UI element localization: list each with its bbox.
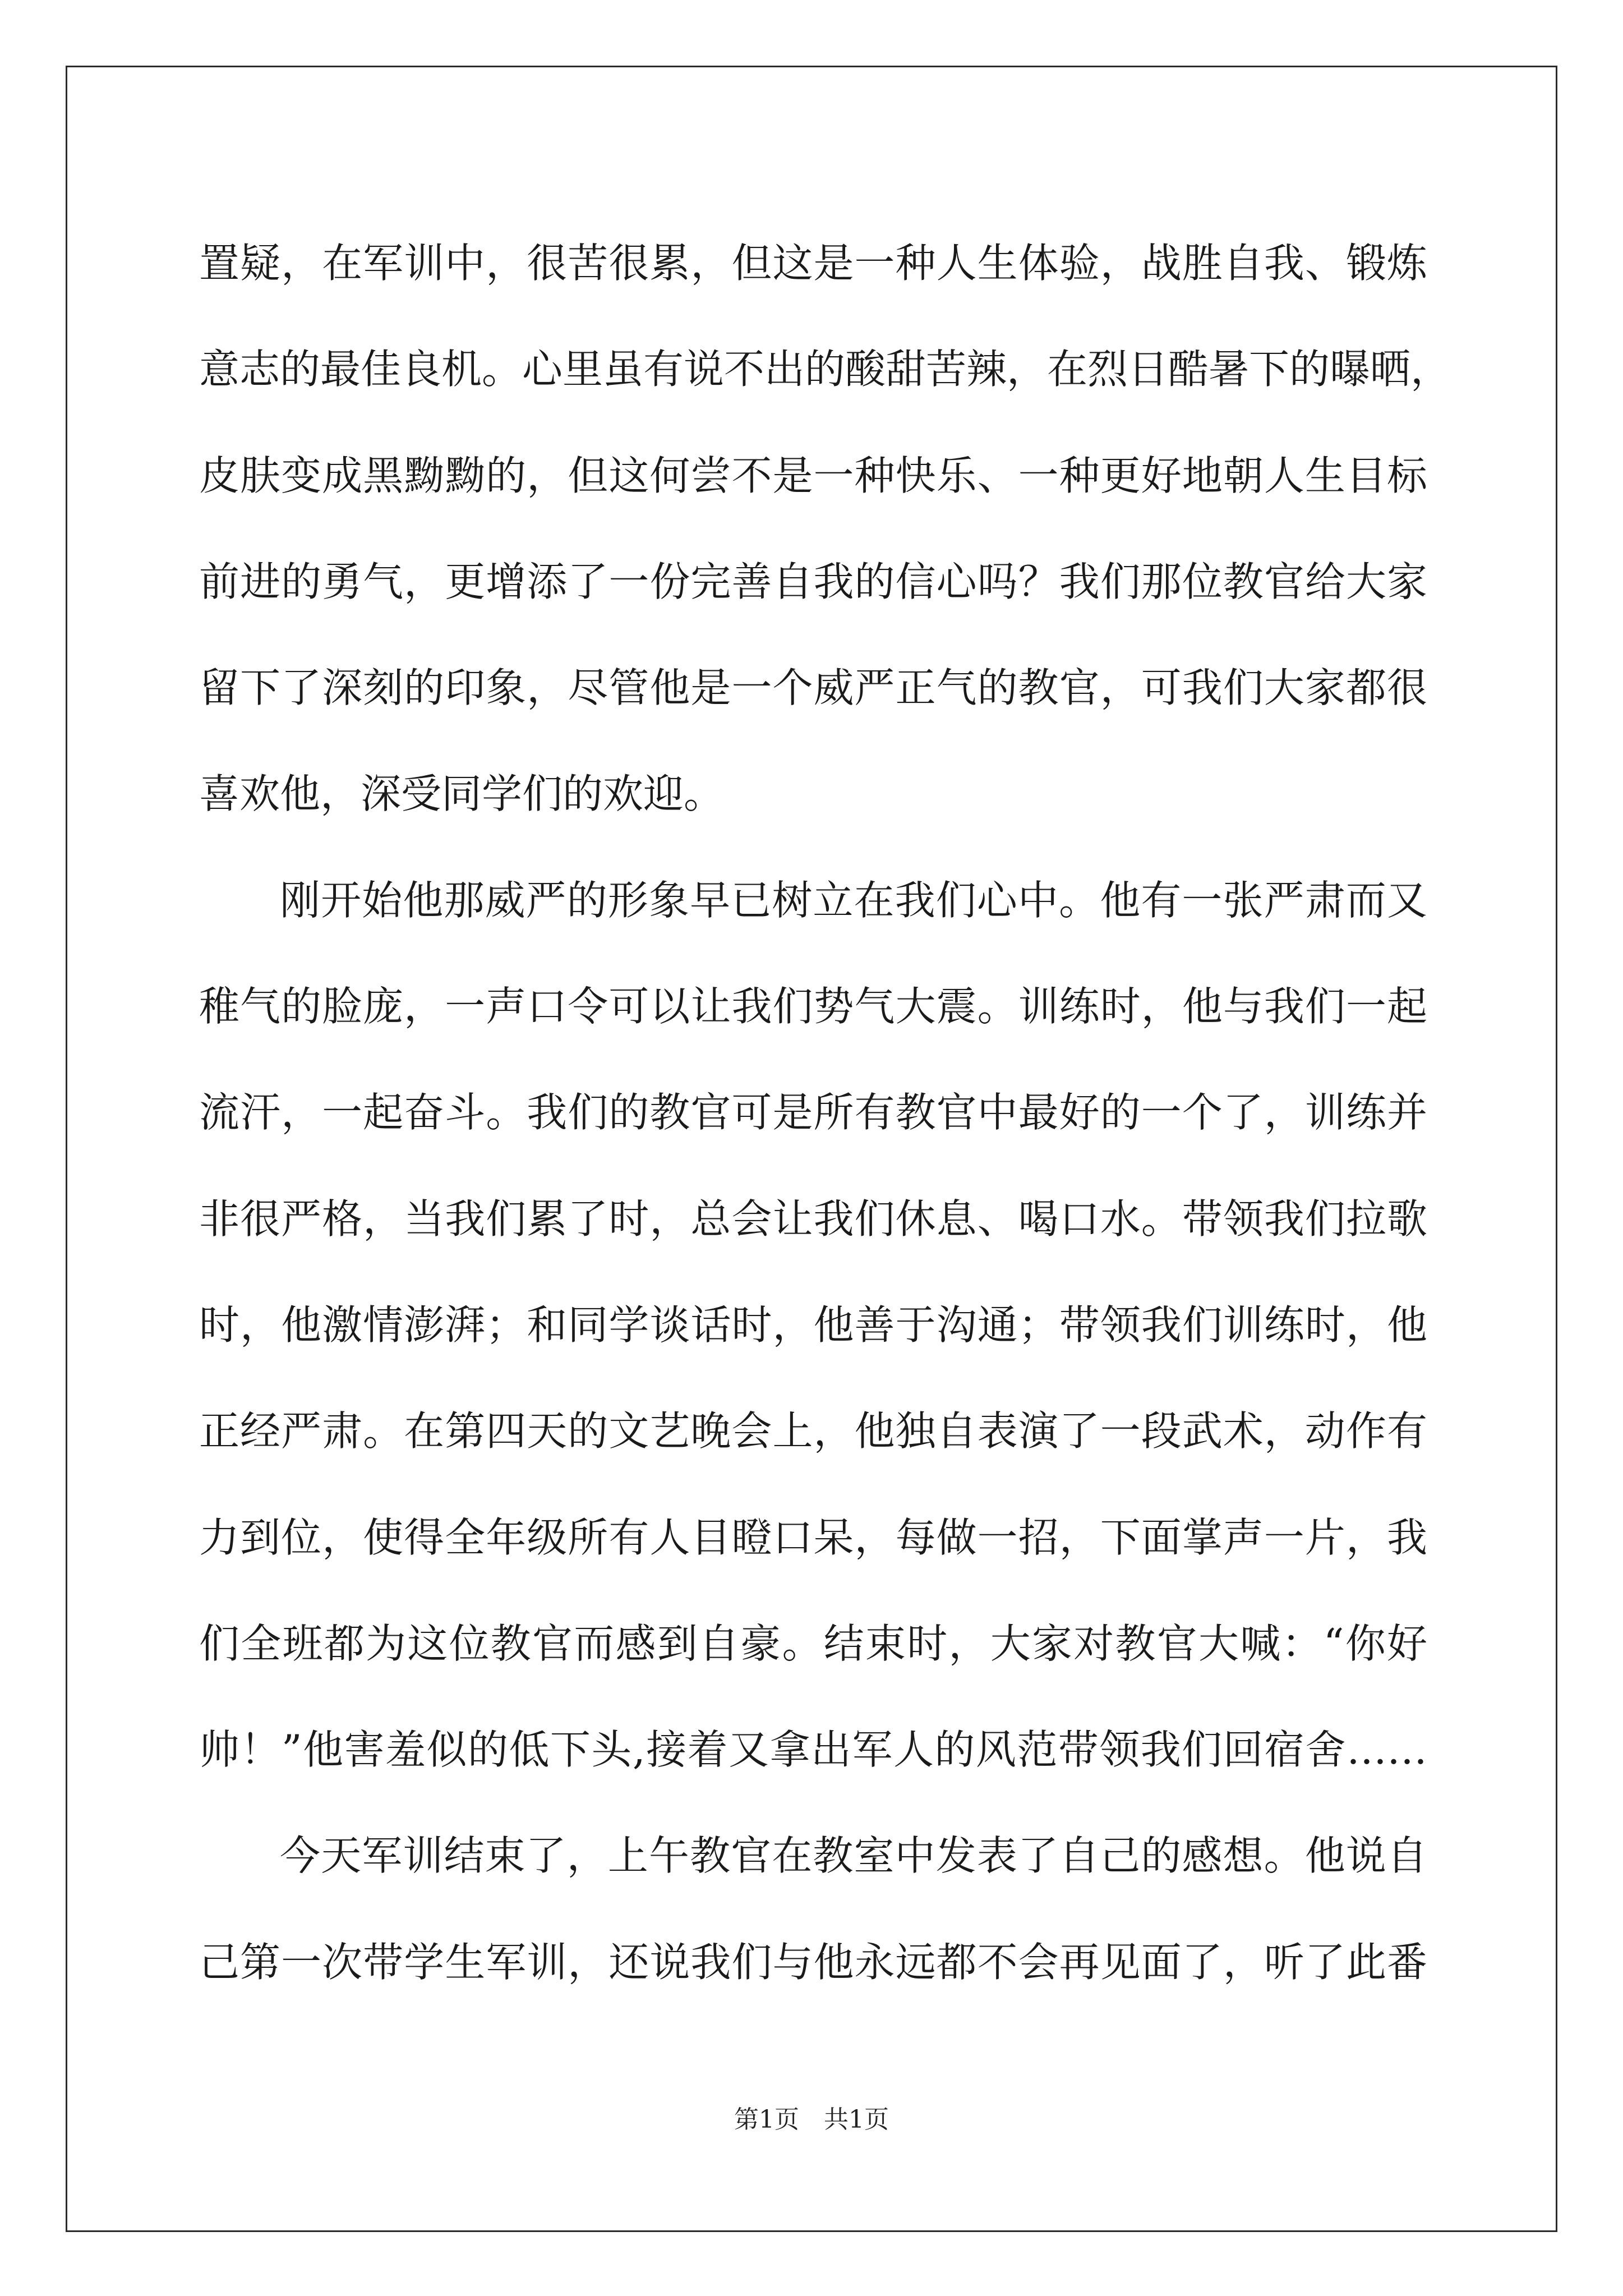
paragraph-first-line: 今天军训结束了，上午教官在教室中发表了自己的感想。他说自 (280, 1832, 1427, 1880)
document-body (199, 210, 1451, 2016)
text-line: 力到位，使得全年级所有人目瞪口呆，每做一招，下面掌声一片，我 (199, 1513, 1427, 1561)
text-line: 时，他激情澎湃；和同学谈话时，他善于沟通；带领我们训练时，他 (199, 1301, 1427, 1349)
text-line: 们全班都为这位教官而感到自豪。结束时，大家对教官大喊：“你好 (199, 1619, 1427, 1667)
page-number-footer: 第1页 共1页 (734, 2105, 889, 2134)
paragraph-first-line: 刚开始他那威严的形象早已树立在我们心中。他有一张严肃而又 (280, 876, 1427, 924)
text-line: 置疑，在军训中，很苦很累，但这是一种人生体验，战胜自我、锻炼 (199, 240, 1427, 287)
text-line: 皮肤变成黑黝黝的，但这何尝不是一种快乐、一种更好地朝人生目标 (199, 452, 1427, 499)
text-line: 前进的勇气，更增添了一份完善自我的信心吗？我们那位教官给大家 (199, 558, 1427, 605)
text-line: 流汗，一起奋斗。我们的教官可是所有教官中最好的一个了，训练并 (199, 1089, 1427, 1137)
text-line: 非很严格，当我们累了时，总会让我们休息、喝口水。带领我们拉歌 (199, 1195, 1427, 1243)
text-line: 意志的最佳良机。心里虽有说不出的酸甜苦辣，在烈日酷暑下的曝晒， (199, 346, 1451, 393)
text-line: 留下了深刻的印象，尽管他是一个威严正气的教官，可我们大家都很 (199, 664, 1427, 712)
text-line: 稚气的脸庞，一声口令可以让我们势气大震。训练时，他与我们一起 (199, 983, 1427, 1030)
text-line: 己第一次带学生军训，还说我们与他永远都不会再见面了，听了此番 (199, 1938, 1427, 1986)
text-line: 喜欢他，深受同学们的欢迎。 (199, 770, 725, 818)
text-line: 正经严肃。在第四天的文艺晚会上，他独自表演了一段武术，动作有 (199, 1407, 1427, 1455)
text-line: 帅！”他害羞似的低下头,接着又拿出军人的风范带领我们回宿舍…… (199, 1726, 1427, 1774)
